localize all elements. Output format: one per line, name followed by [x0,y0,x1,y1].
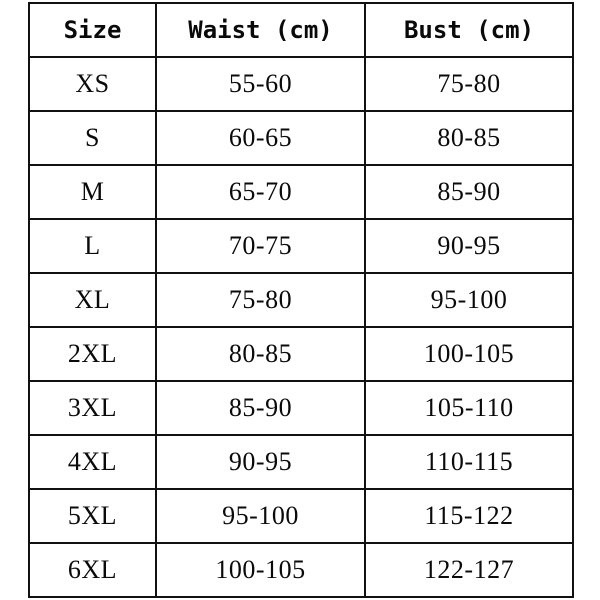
table-row [29,543,573,597]
size-cell: M [29,165,156,219]
waist-cell: 60-65 [156,111,365,165]
waist-cell: 90-95 [156,435,365,489]
header-row [29,3,573,57]
bust-cell: 105-110 [365,381,573,435]
bust-cell: 95-100 [365,273,573,327]
bust-cell: 110-115 [365,435,573,489]
size-cell: 5XL [29,489,156,543]
size-cell: XS [29,57,156,111]
table-header [29,3,573,57]
table-row [29,273,573,327]
table-body [29,57,573,597]
table-row [29,111,573,165]
table-row [29,489,573,543]
waist-cell: 80-85 [156,327,365,381]
table-row [29,165,573,219]
size-cell: XL [29,273,156,327]
size-cell: 2XL [29,327,156,381]
waist-cell: 65-70 [156,165,365,219]
header-bust: Bust (cm) [365,3,573,57]
bust-cell: 90-95 [365,219,573,273]
bust-cell: 100-105 [365,327,573,381]
size-chart-table [28,2,574,598]
size-cell: 4XL [29,435,156,489]
table-row [29,327,573,381]
waist-cell: 95-100 [156,489,365,543]
size-cell: L [29,219,156,273]
waist-cell: 75-80 [156,273,365,327]
table-row [29,219,573,273]
size-cell: 6XL [29,543,156,597]
size-cell: 3XL [29,381,156,435]
table-row [29,435,573,489]
size-cell: S [29,111,156,165]
waist-cell: 70-75 [156,219,365,273]
bust-cell: 115-122 [365,489,573,543]
header-waist: Waist (cm) [156,3,365,57]
bust-cell: 75-80 [365,57,573,111]
table-row [29,381,573,435]
waist-cell: 100-105 [156,543,365,597]
bust-cell: 85-90 [365,165,573,219]
table-row [29,57,573,111]
bust-cell: 80-85 [365,111,573,165]
header-size: Size [29,3,156,57]
bust-cell: 122-127 [365,543,573,597]
waist-cell: 85-90 [156,381,365,435]
waist-cell: 55-60 [156,57,365,111]
